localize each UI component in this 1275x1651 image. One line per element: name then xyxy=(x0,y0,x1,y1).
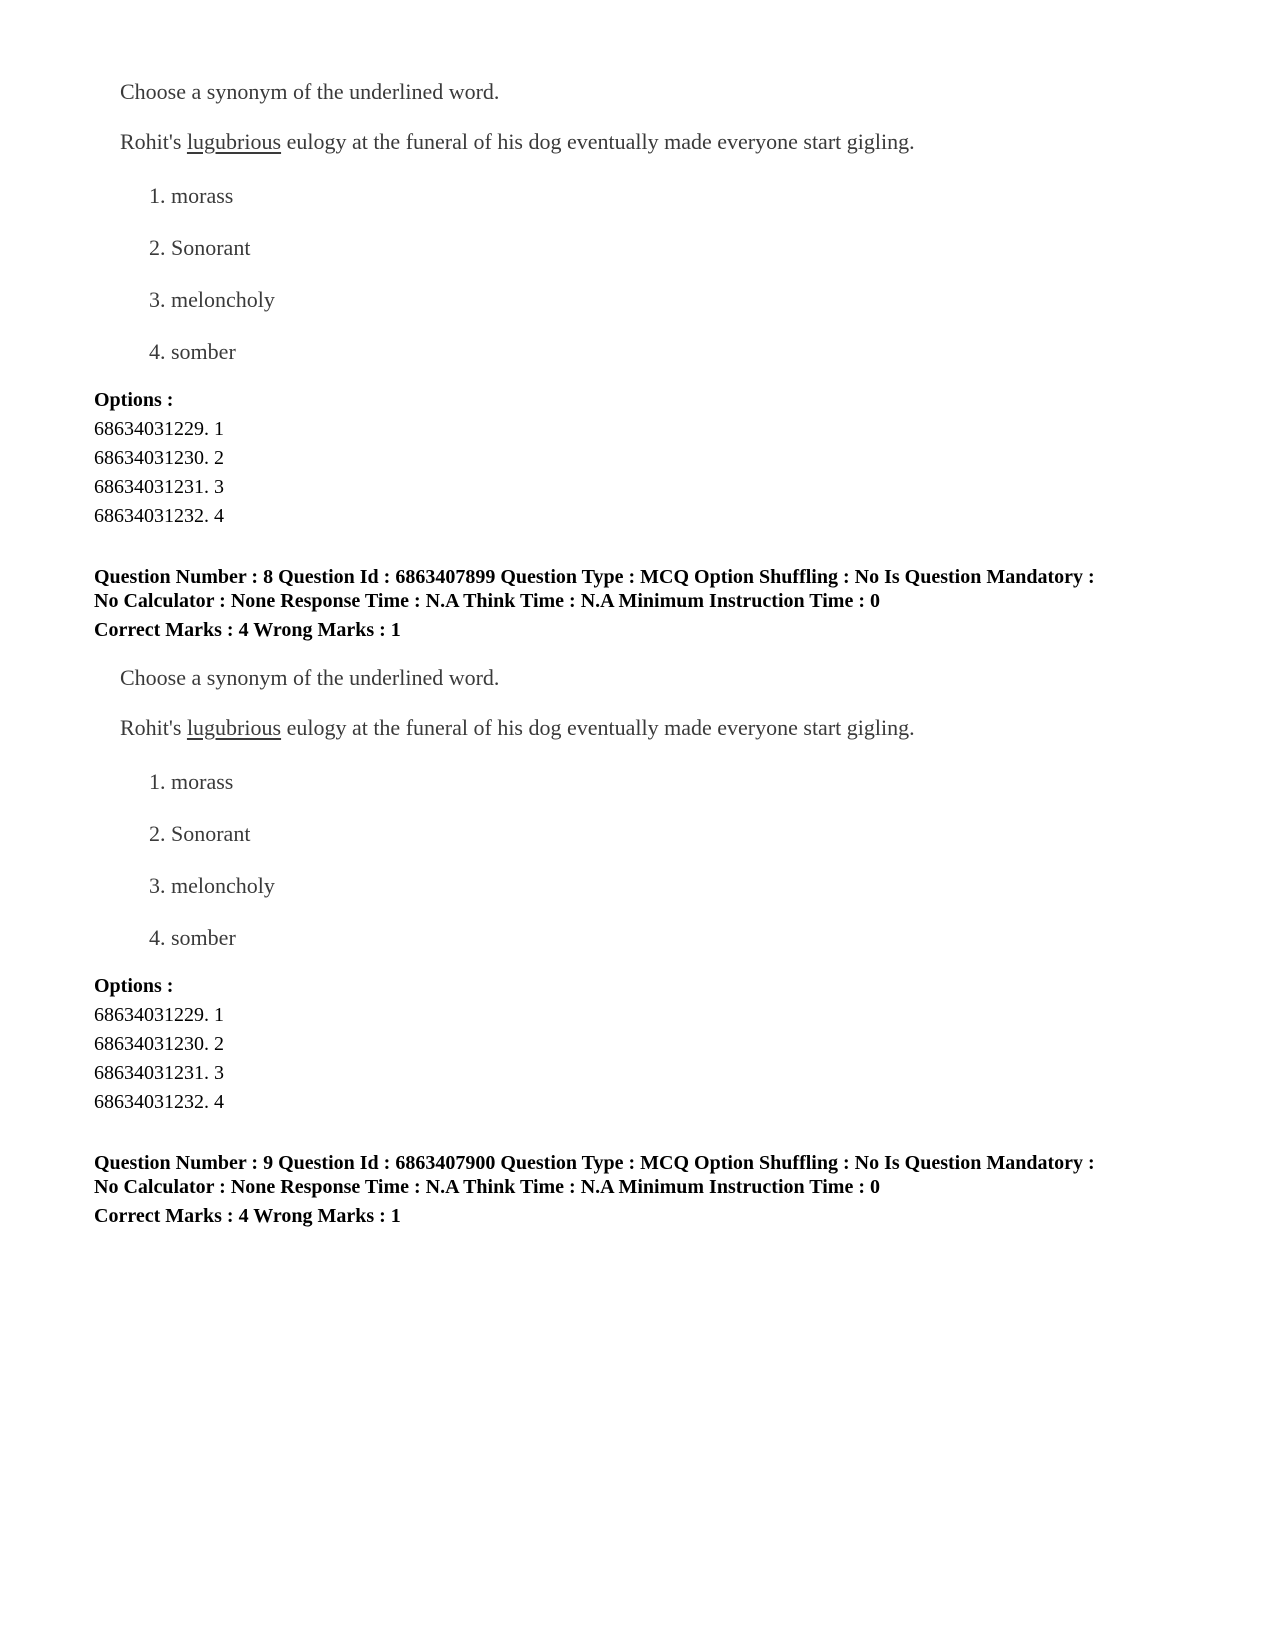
question-meta-line-1: Question Number : 8 Question Id : 6863407899 Question Type : MCQ Option Shuffling : No Is Question Mandatory : xyxy=(94,566,1095,588)
choice-item: 4. somber xyxy=(149,339,236,364)
choice-item: 2. Sonorant xyxy=(149,821,251,846)
question-8-header xyxy=(94,565,1194,642)
question-sentence xyxy=(120,129,915,155)
option-line: 68634031232. 4 xyxy=(94,505,224,527)
option-line: 68634031229. 1 xyxy=(94,1004,224,1026)
choice-item: 1. morass xyxy=(149,183,234,208)
underlined-word: lugubrious xyxy=(186,715,282,740)
choice-item: 1. morass xyxy=(149,769,234,794)
sentence-suffix: eulogy at the funeral of his dog eventually made everyone start gigling. xyxy=(281,715,915,740)
options-title: Options : xyxy=(94,389,174,411)
options-title: Options : xyxy=(94,975,174,997)
underlined-word: lugubrious xyxy=(186,129,282,154)
question-9-header xyxy=(94,1151,1194,1228)
choice-item: 3. meloncholy xyxy=(149,873,275,898)
question-marks: Correct Marks : 4 Wrong Marks : 1 xyxy=(94,1205,401,1227)
option-line: 68634031231. 3 xyxy=(94,476,224,498)
question-marks: Correct Marks : 4 Wrong Marks : 1 xyxy=(94,619,401,641)
choice-item: 3. meloncholy xyxy=(149,287,275,312)
choice-item: 4. somber xyxy=(149,925,236,950)
choice-item: 2. Sonorant xyxy=(149,235,251,260)
sentence-prefix: Rohit's xyxy=(120,129,187,154)
option-line: 68634031229. 1 xyxy=(94,418,224,440)
option-line: 68634031232. 4 xyxy=(94,1091,224,1113)
question-meta-line-1: Question Number : 9 Question Id : 6863407900 Question Type : MCQ Option Shuffling : No Is Question Mandatory : xyxy=(94,1152,1095,1174)
option-line: 68634031230. 2 xyxy=(94,447,224,469)
options-block-8 xyxy=(94,972,224,1117)
sentence-suffix: eulogy at the funeral of his dog eventually made everyone start gigling. xyxy=(281,129,915,154)
question-meta-line-2: No Calculator : None Response Time : N.A Think Time : N.A Minimum Instruction Time : 0 xyxy=(94,1176,880,1198)
option-line: 68634031230. 2 xyxy=(94,1033,224,1055)
options-block-1 xyxy=(94,386,224,531)
question-instruction: Choose a synonym of the underlined word. xyxy=(120,79,500,104)
sentence-prefix: Rohit's xyxy=(120,715,187,740)
question-instruction: Choose a synonym of the underlined word. xyxy=(120,665,500,690)
question-sentence xyxy=(120,715,915,741)
option-line: 68634031231. 3 xyxy=(94,1062,224,1084)
question-meta-line-2: No Calculator : None Response Time : N.A Think Time : N.A Minimum Instruction Time : 0 xyxy=(94,590,880,612)
